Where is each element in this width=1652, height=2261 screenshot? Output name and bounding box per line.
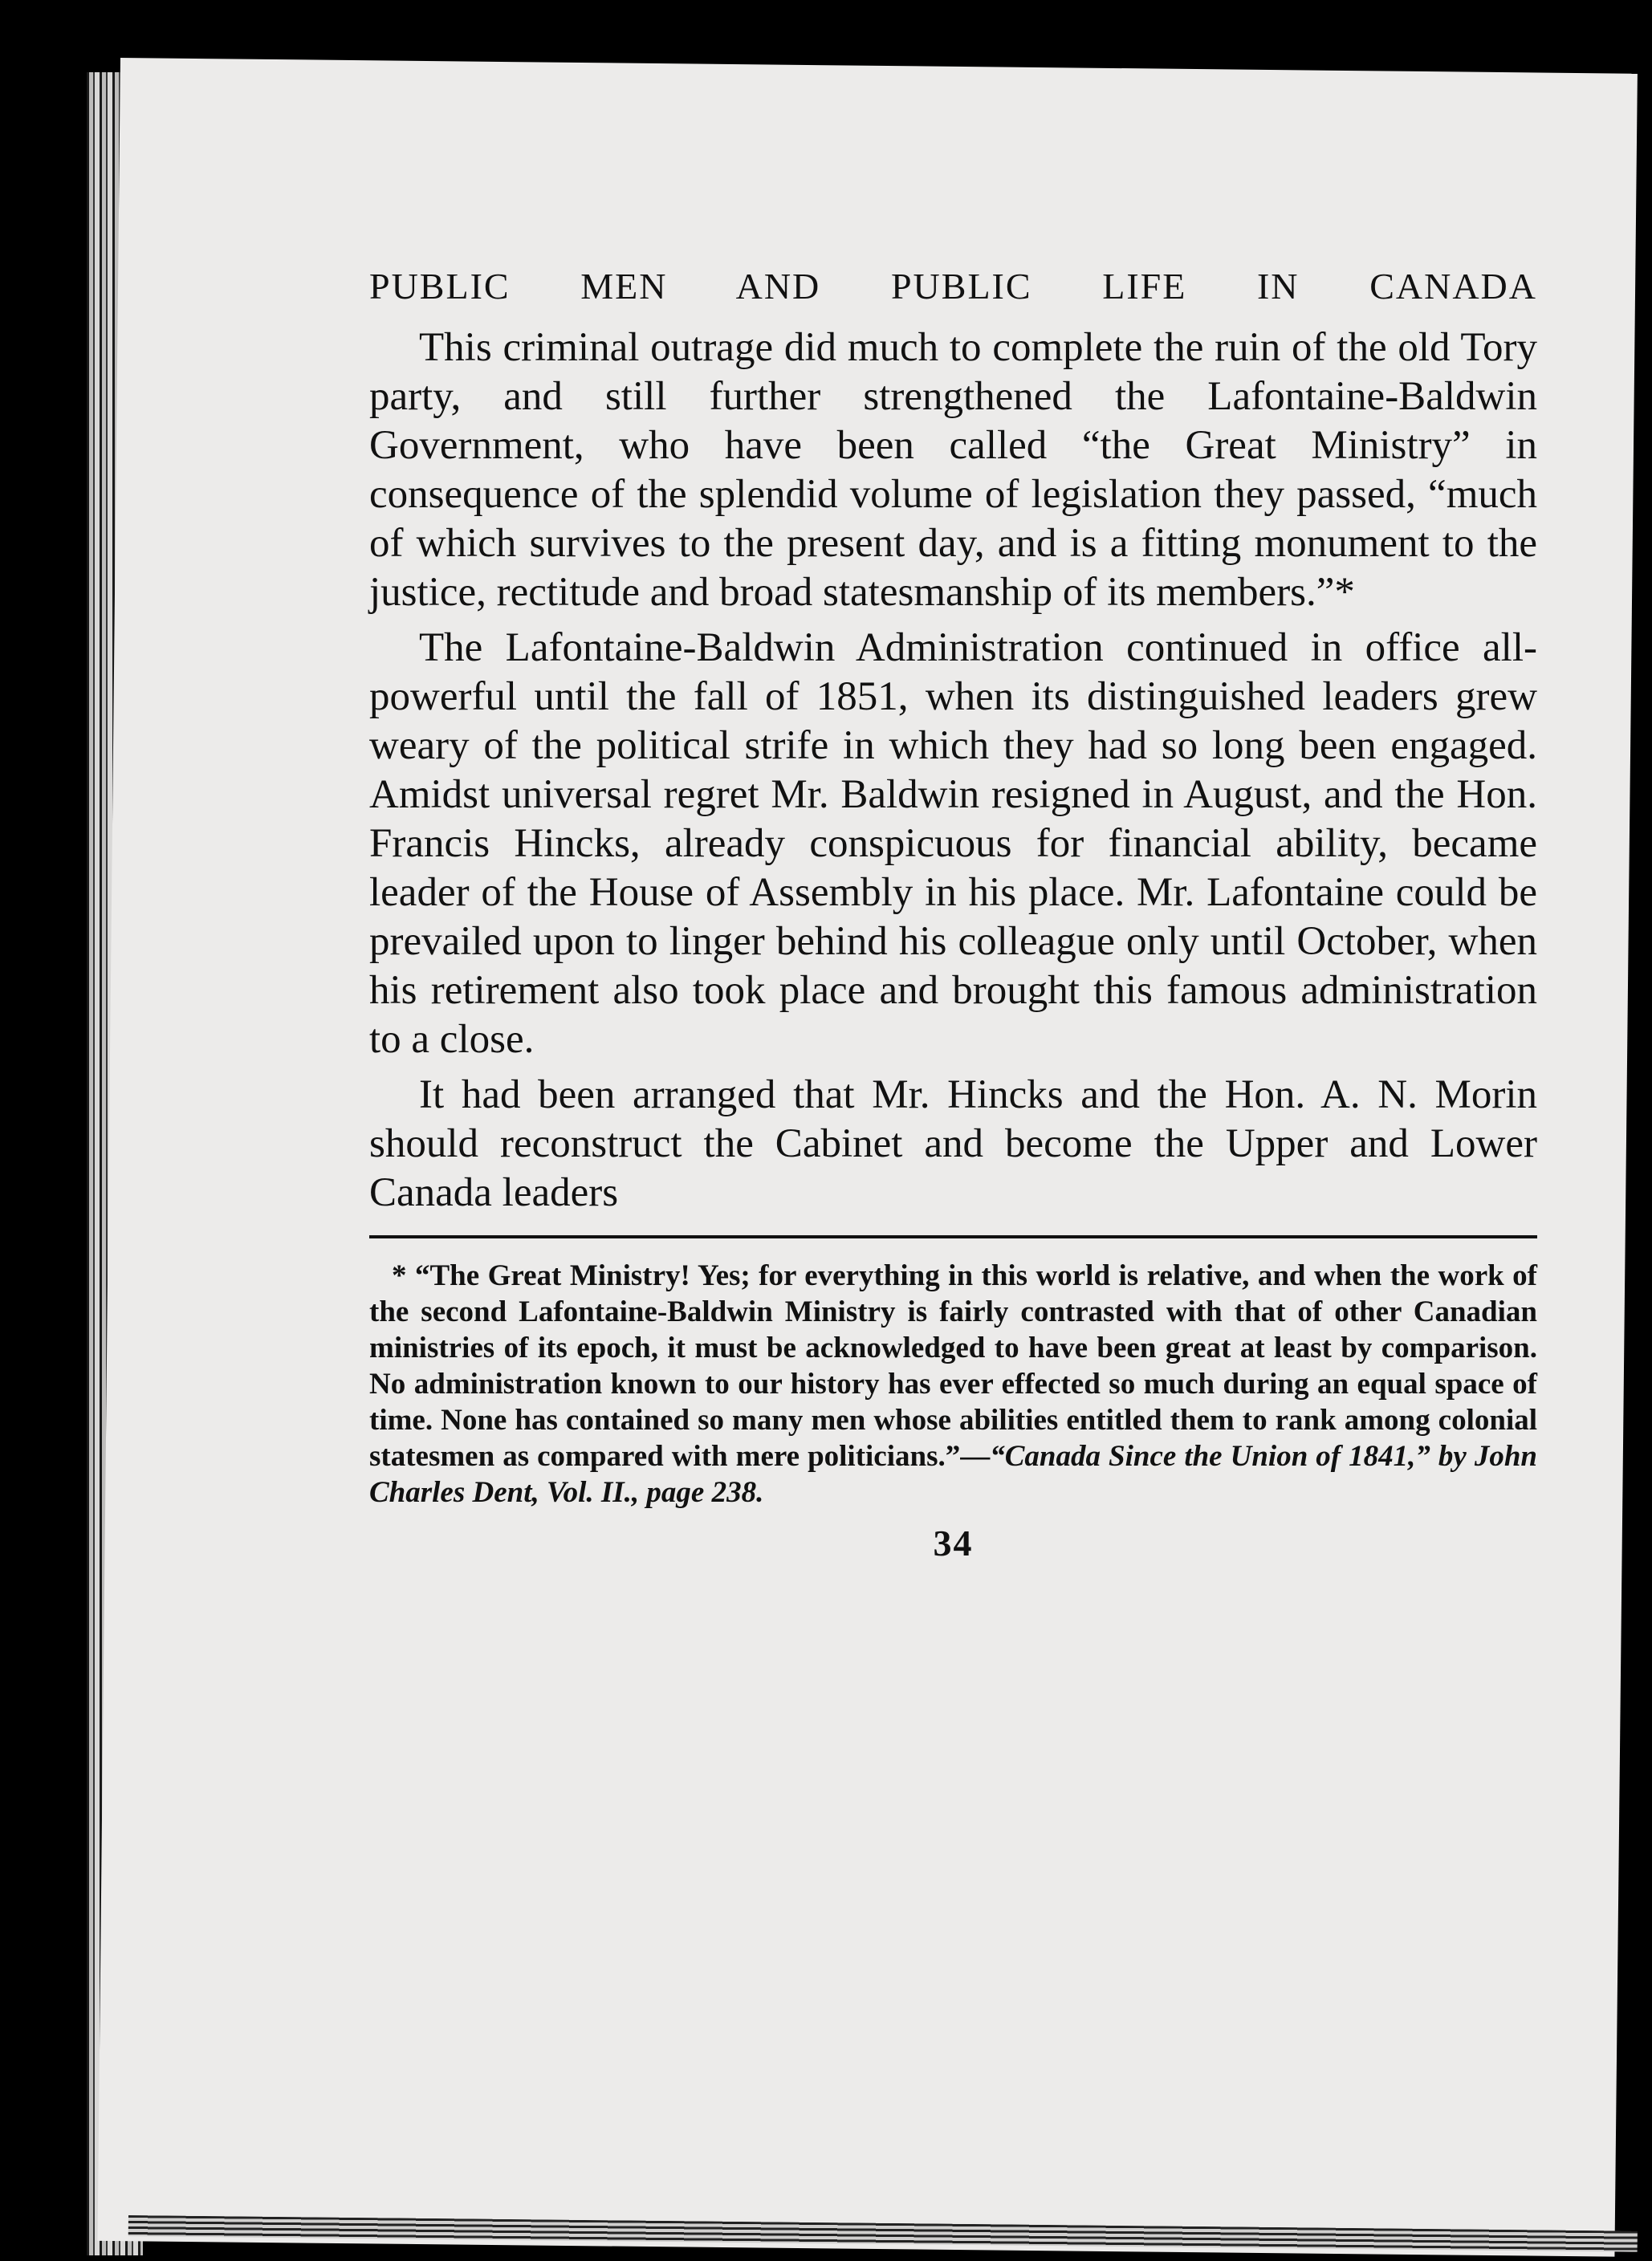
paragraph: The Lafontaine-Baldwin Administration continued in office all-powerful until the fall of 1851, when its distinguished leaders grew weary of the political strife in which they had so long been engaged. Amidst universal regret Mr. Baldwin resigned in August, and the Hon. Francis Hincks, already conspicuous for financial ability, became leader of the House of Assembly in his place. Mr. Lafontaine could be prevailed upon to linger behind his colleague only until October, when his retirement also took place and brought this famous administration to a close. [369,625,1537,1062]
footnote-rule [369,1235,1537,1238]
running-head: PUBLIC MEN AND PUBLIC LIFE IN CANADA [369,266,1537,307]
page-text [369,265,1537,1564]
footnote-text: * “The Great Ministry! Yes; for everything in this world is relative, and when the work of the second Lafontaine-Baldwin Ministry is fairly contrasted with that of other Canadian ministries of its epoch, it must be acknowledged to have been great at least by comparison. No administration known to our history has ever effected so much during an equal space of time. None has contained so many men whose abilities entitled them to rank among colonial statesmen as compared with mere politicians.”— [369,1259,1537,1473]
paragraph: It had been arranged that Mr. Hincks and the Hon. A. N. Morin should reconstruct the Cabinet and become the Upper and Lower Canada leaders [369,1072,1537,1215]
paragraph: This criminal outrage did much to complete the ruin of the old Tory party, and still further strengthened the Lafontaine-Baldwin Government, who have been called “the Great Ministry” in consequence of the splendid volume of legislation they passed, “much of which survives to the present day, and is a fitting monument to the justice, rectitude and broad statesmanship of its members.”* [369,325,1537,615]
footnote-citation: “Canada Since the Union of 1841,” by John Charles Dent, Vol. II., page 238. [369,1440,1537,1509]
page-number: 34 [933,1523,974,1564]
footnote [369,1258,1537,1511]
